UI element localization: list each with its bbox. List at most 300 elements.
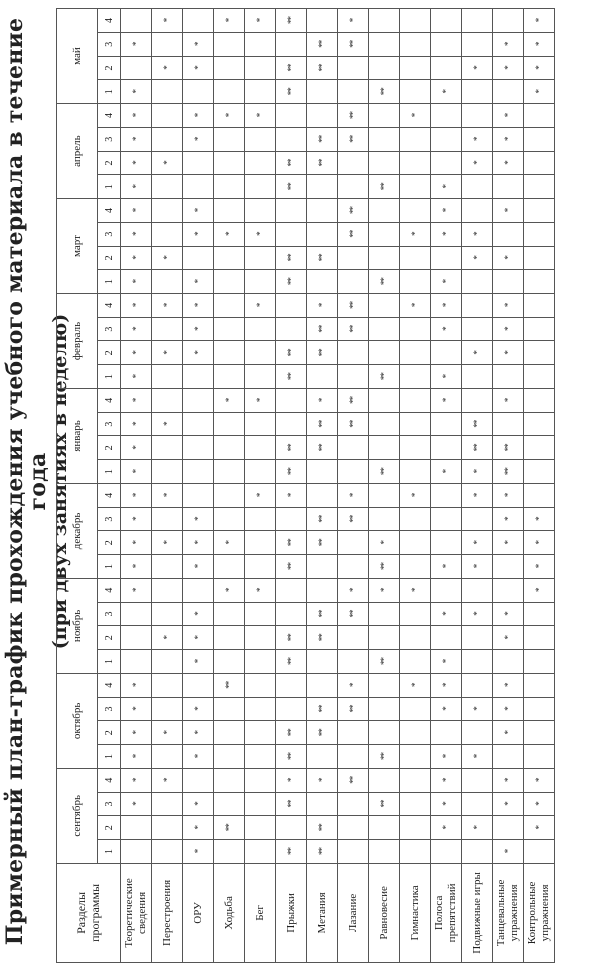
- schedule-cell: [214, 199, 245, 223]
- week-number: 2: [98, 436, 121, 460]
- schedule-cell: [462, 317, 493, 341]
- schedule-cell: *: [493, 673, 524, 697]
- schedule-cell: [400, 626, 431, 650]
- schedule-cell: *: [152, 483, 183, 507]
- schedule-cell: *: [183, 341, 214, 365]
- schedule-cell: **: [276, 792, 307, 816]
- schedule-cell: [400, 531, 431, 555]
- schedule-cell: *: [152, 56, 183, 80]
- schedule-cell: [276, 32, 307, 56]
- schedule-cell: [121, 602, 152, 626]
- schedule-cell: [245, 816, 276, 840]
- month-header: февраль: [57, 294, 98, 389]
- schedule-cell: [369, 626, 400, 650]
- schedule-cell: *: [462, 246, 493, 270]
- schedule-cell: *: [431, 175, 462, 199]
- week-number: 3: [98, 222, 121, 246]
- schedule-cell: [214, 127, 245, 151]
- month-header: апрель: [57, 104, 98, 199]
- plan-schedule-table: [56, 8, 555, 963]
- schedule-cell: [462, 840, 493, 864]
- schedule-cell: [524, 365, 555, 389]
- schedule-cell: *: [431, 792, 462, 816]
- schedule-cell: [338, 626, 369, 650]
- schedule-cell: [400, 199, 431, 223]
- schedule-cell: [152, 697, 183, 721]
- schedule-cell: **: [307, 32, 338, 56]
- schedule-cell: *: [214, 578, 245, 602]
- schedule-cell: [245, 365, 276, 389]
- schedule-cell: **: [307, 602, 338, 626]
- schedule-cell: [245, 199, 276, 223]
- schedule-cell: [493, 222, 524, 246]
- schedule-cell: *: [245, 483, 276, 507]
- schedule-cell: *: [493, 388, 524, 412]
- month-header: май: [57, 9, 98, 104]
- schedule-cell: [214, 460, 245, 484]
- schedule-cell: **: [307, 840, 338, 864]
- schedule-cell: **: [276, 721, 307, 745]
- schedule-cell: [524, 412, 555, 436]
- schedule-cell: [431, 104, 462, 128]
- schedule-cell: [183, 460, 214, 484]
- schedule-cell: [245, 721, 276, 745]
- schedule-cell: [369, 840, 400, 864]
- schedule-cell: [400, 840, 431, 864]
- table-row: [369, 9, 400, 963]
- schedule-cell: [183, 578, 214, 602]
- schedule-cell: *: [493, 697, 524, 721]
- schedule-cell: [214, 341, 245, 365]
- schedule-cell: **: [276, 270, 307, 294]
- schedule-cell: *: [524, 768, 555, 792]
- section-label: Теоретические сведения: [121, 863, 152, 962]
- schedule-cell: *: [121, 365, 152, 389]
- month-header: январь: [57, 388, 98, 483]
- schedule-cell: [431, 531, 462, 555]
- schedule-cell: **: [276, 745, 307, 769]
- schedule-cell: **: [369, 555, 400, 579]
- schedule-cell: [462, 673, 493, 697]
- schedule-cell: [369, 294, 400, 318]
- schedule-cell: *: [183, 317, 214, 341]
- schedule-cell: [338, 151, 369, 175]
- schedule-cell: **: [276, 436, 307, 460]
- schedule-cell: [245, 175, 276, 199]
- schedule-cell: *: [121, 578, 152, 602]
- schedule-cell: [307, 199, 338, 223]
- schedule-cell: *: [121, 745, 152, 769]
- schedule-cell: *: [493, 199, 524, 223]
- section-label: Гимнастика: [400, 863, 431, 962]
- schedule-cell: [307, 745, 338, 769]
- schedule-cell: *: [152, 151, 183, 175]
- schedule-cell: [338, 792, 369, 816]
- schedule-cell: *: [462, 341, 493, 365]
- schedule-cell: [152, 602, 183, 626]
- schedule-cell: **: [369, 650, 400, 674]
- schedule-cell: [400, 341, 431, 365]
- schedule-cell: [400, 697, 431, 721]
- schedule-cell: [245, 270, 276, 294]
- schedule-cell: [183, 9, 214, 33]
- week-number: 1: [98, 840, 121, 864]
- schedule-cell: *: [121, 317, 152, 341]
- schedule-cell: [245, 127, 276, 151]
- schedule-cell: *: [214, 531, 245, 555]
- schedule-cell: [400, 151, 431, 175]
- week-number: 4: [98, 578, 121, 602]
- schedule-cell: [214, 294, 245, 318]
- schedule-cell: [121, 816, 152, 840]
- schedule-cell: [462, 365, 493, 389]
- schedule-cell: [524, 721, 555, 745]
- schedule-cell: **: [276, 650, 307, 674]
- schedule-cell: [152, 816, 183, 840]
- schedule-cell: [214, 507, 245, 531]
- schedule-cell: [214, 768, 245, 792]
- schedule-cell: *: [121, 531, 152, 555]
- schedule-cell: [214, 32, 245, 56]
- schedule-cell: *: [152, 721, 183, 745]
- schedule-cell: [338, 80, 369, 104]
- schedule-cell: [369, 816, 400, 840]
- table-row: [524, 9, 555, 963]
- schedule-cell: [152, 436, 183, 460]
- table-row: [431, 9, 462, 963]
- schedule-cell: [400, 436, 431, 460]
- schedule-cell: *: [183, 222, 214, 246]
- schedule-cell: *: [431, 673, 462, 697]
- schedule-cell: [276, 697, 307, 721]
- schedule-cell: *: [524, 9, 555, 33]
- schedule-cell: [462, 199, 493, 223]
- schedule-cell: [462, 578, 493, 602]
- schedule-cell: **: [276, 9, 307, 33]
- schedule-cell: *: [121, 270, 152, 294]
- schedule-cell: [245, 840, 276, 864]
- schedule-cell: [245, 531, 276, 555]
- table-row: [214, 9, 245, 963]
- schedule-cell: [307, 365, 338, 389]
- week-header-row: [98, 9, 121, 963]
- schedule-cell: [245, 673, 276, 697]
- schedule-cell: [369, 104, 400, 128]
- schedule-cell: [338, 840, 369, 864]
- schedule-cell: [214, 697, 245, 721]
- schedule-cell: *: [245, 104, 276, 128]
- week-number: 3: [98, 602, 121, 626]
- schedule-cell: *: [121, 436, 152, 460]
- schedule-cell: *: [183, 650, 214, 674]
- schedule-cell: *: [183, 294, 214, 318]
- schedule-cell: **: [307, 721, 338, 745]
- week-number: 3: [98, 697, 121, 721]
- schedule-cell: *: [183, 531, 214, 555]
- schedule-cell: **: [369, 175, 400, 199]
- schedule-cell: **: [338, 317, 369, 341]
- schedule-cell: **: [307, 816, 338, 840]
- schedule-cell: *: [121, 246, 152, 270]
- schedule-cell: [431, 341, 462, 365]
- schedule-cell: [400, 555, 431, 579]
- schedule-cell: [245, 436, 276, 460]
- section-label: Ходьба: [214, 863, 245, 962]
- week-number: 2: [98, 626, 121, 650]
- schedule-cell: **: [276, 151, 307, 175]
- schedule-cell: [152, 175, 183, 199]
- week-number: 4: [98, 768, 121, 792]
- week-number: 2: [98, 341, 121, 365]
- schedule-cell: *: [369, 578, 400, 602]
- schedule-cell: [524, 175, 555, 199]
- schedule-cell: *: [493, 792, 524, 816]
- schedule-cell: [276, 104, 307, 128]
- schedule-cell: *: [183, 792, 214, 816]
- schedule-cell: *: [121, 175, 152, 199]
- month-header: сентябрь: [57, 768, 98, 863]
- schedule-cell: *: [121, 199, 152, 223]
- schedule-cell: [338, 460, 369, 484]
- schedule-cell: [152, 222, 183, 246]
- schedule-cell: *: [183, 127, 214, 151]
- schedule-cell: [369, 697, 400, 721]
- schedule-cell: [400, 365, 431, 389]
- schedule-cell: [524, 246, 555, 270]
- schedule-cell: *: [400, 483, 431, 507]
- schedule-cell: [462, 792, 493, 816]
- schedule-cell: *: [524, 555, 555, 579]
- schedule-cell: *: [400, 673, 431, 697]
- schedule-cell: *: [462, 816, 493, 840]
- schedule-cell: [431, 840, 462, 864]
- week-number: 4: [98, 388, 121, 412]
- schedule-cell: [400, 80, 431, 104]
- schedule-cell: [214, 626, 245, 650]
- schedule-cell: [462, 270, 493, 294]
- schedule-cell: **: [338, 32, 369, 56]
- schedule-cell: *: [462, 460, 493, 484]
- section-label: Подвижные игры: [462, 863, 493, 962]
- section-label: Перестроения: [152, 863, 183, 962]
- schedule-cell: [183, 246, 214, 270]
- schedule-cell: [400, 792, 431, 816]
- schedule-cell: [245, 246, 276, 270]
- section-label: Прыжки: [276, 863, 307, 962]
- schedule-cell: [245, 768, 276, 792]
- schedule-cell: [307, 483, 338, 507]
- schedule-cell: [307, 578, 338, 602]
- schedule-cell: **: [493, 460, 524, 484]
- schedule-cell: [369, 222, 400, 246]
- schedule-cell: [369, 507, 400, 531]
- schedule-cell: [276, 578, 307, 602]
- schedule-cell: **: [276, 341, 307, 365]
- schedule-cell: *: [462, 602, 493, 626]
- week-number: 1: [98, 650, 121, 674]
- schedule-cell: [400, 768, 431, 792]
- month-header: октябрь: [57, 673, 98, 768]
- schedule-cell: [431, 56, 462, 80]
- schedule-cell: [524, 483, 555, 507]
- schedule-cell: [462, 80, 493, 104]
- schedule-cell: [400, 507, 431, 531]
- schedule-cell: **: [369, 745, 400, 769]
- schedule-cell: [307, 555, 338, 579]
- schedule-cell: *: [121, 127, 152, 151]
- schedule-cell: **: [338, 412, 369, 436]
- schedule-cell: [214, 56, 245, 80]
- schedule-cell: [431, 127, 462, 151]
- schedule-cell: *: [493, 56, 524, 80]
- schedule-cell: [369, 721, 400, 745]
- schedule-cell: *: [121, 507, 152, 531]
- schedule-cell: *: [462, 531, 493, 555]
- schedule-cell: **: [307, 697, 338, 721]
- week-number: 2: [98, 151, 121, 175]
- month-header: декабрь: [57, 483, 98, 578]
- schedule-cell: [493, 578, 524, 602]
- table-row: [121, 9, 152, 963]
- month-header: ноябрь: [57, 578, 98, 673]
- schedule-cell: [524, 151, 555, 175]
- schedule-cell: [524, 745, 555, 769]
- schedule-cell: [214, 412, 245, 436]
- schedule-cell: [307, 222, 338, 246]
- schedule-cell: *: [276, 768, 307, 792]
- schedule-cell: [152, 127, 183, 151]
- schedule-cell: [493, 365, 524, 389]
- schedule-cell: [462, 175, 493, 199]
- schedule-cell: [183, 412, 214, 436]
- schedule-cell: *: [183, 602, 214, 626]
- schedule-cell: [121, 840, 152, 864]
- schedule-cell: [152, 317, 183, 341]
- schedule-cell: *: [152, 768, 183, 792]
- title-line-1: Примерный план-график прохождения учебного материала в течение года: [2, 17, 52, 946]
- schedule-cell: **: [307, 507, 338, 531]
- week-number: 4: [98, 673, 121, 697]
- sections-header: Разделы программы: [57, 863, 121, 962]
- schedule-cell: [183, 175, 214, 199]
- schedule-cell: [400, 412, 431, 436]
- schedule-cell: [338, 531, 369, 555]
- schedule-cell: [214, 365, 245, 389]
- schedule-cell: [183, 768, 214, 792]
- schedule-cell: *: [462, 555, 493, 579]
- schedule-cell: [338, 721, 369, 745]
- table-row: [462, 9, 493, 963]
- schedule-cell: *: [493, 104, 524, 128]
- schedule-cell: [276, 127, 307, 151]
- schedule-cell: [307, 270, 338, 294]
- schedule-cell: *: [121, 80, 152, 104]
- schedule-cell: [524, 436, 555, 460]
- schedule-cell: *: [121, 768, 152, 792]
- table-row: [338, 9, 369, 963]
- schedule-cell: [307, 9, 338, 33]
- schedule-cell: [524, 697, 555, 721]
- schedule-cell: *: [431, 768, 462, 792]
- schedule-cell: *: [462, 127, 493, 151]
- schedule-cell: [338, 175, 369, 199]
- schedule-cell: [524, 222, 555, 246]
- schedule-cell: **: [307, 151, 338, 175]
- schedule-cell: *: [183, 745, 214, 769]
- schedule-cell: [152, 32, 183, 56]
- schedule-cell: [183, 151, 214, 175]
- schedule-cell: [214, 175, 245, 199]
- schedule-cell: *: [152, 412, 183, 436]
- schedule-cell: [493, 412, 524, 436]
- schedule-cell: *: [493, 151, 524, 175]
- schedule-cell: [493, 80, 524, 104]
- schedule-cell: *: [493, 840, 524, 864]
- schedule-cell: **: [338, 104, 369, 128]
- schedule-cell: [245, 56, 276, 80]
- schedule-cell: *: [214, 388, 245, 412]
- schedule-cell: [214, 650, 245, 674]
- schedule-cell: [307, 650, 338, 674]
- schedule-cell: [214, 151, 245, 175]
- schedule-cell: [307, 175, 338, 199]
- schedule-cell: [121, 9, 152, 33]
- week-number: 3: [98, 792, 121, 816]
- schedule-cell: *: [369, 531, 400, 555]
- schedule-cell: *: [338, 673, 369, 697]
- schedule-cell: [431, 578, 462, 602]
- week-number: 3: [98, 317, 121, 341]
- week-number: 4: [98, 199, 121, 223]
- schedule-cell: [369, 317, 400, 341]
- schedule-cell: *: [121, 104, 152, 128]
- schedule-cell: **: [307, 412, 338, 436]
- table-row: [183, 9, 214, 963]
- schedule-cell: [369, 436, 400, 460]
- schedule-cell: **: [276, 246, 307, 270]
- schedule-cell: **: [338, 507, 369, 531]
- schedule-cell: *: [183, 32, 214, 56]
- schedule-cell: **: [276, 840, 307, 864]
- schedule-cell: [214, 483, 245, 507]
- schedule-cell: [431, 721, 462, 745]
- schedule-cell: *: [524, 578, 555, 602]
- schedule-cell: *: [400, 222, 431, 246]
- schedule-cell: [152, 578, 183, 602]
- schedule-cell: *: [121, 673, 152, 697]
- schedule-cell: [245, 792, 276, 816]
- schedule-cell: *: [524, 507, 555, 531]
- schedule-cell: *: [183, 507, 214, 531]
- schedule-cell: [121, 626, 152, 650]
- schedule-cell: [524, 341, 555, 365]
- schedule-cell: [152, 80, 183, 104]
- schedule-cell: *: [214, 104, 245, 128]
- schedule-cell: [400, 9, 431, 33]
- schedule-cell: [400, 745, 431, 769]
- schedule-cell: *: [307, 388, 338, 412]
- schedule-cell: [400, 460, 431, 484]
- schedule-cell: [462, 104, 493, 128]
- schedule-cell: [462, 721, 493, 745]
- schedule-cell: [431, 507, 462, 531]
- schedule-cell: [369, 246, 400, 270]
- schedule-cell: *: [431, 199, 462, 223]
- schedule-cell: [245, 80, 276, 104]
- schedule-cell: [400, 246, 431, 270]
- schedule-cell: *: [524, 531, 555, 555]
- schedule-cell: [524, 602, 555, 626]
